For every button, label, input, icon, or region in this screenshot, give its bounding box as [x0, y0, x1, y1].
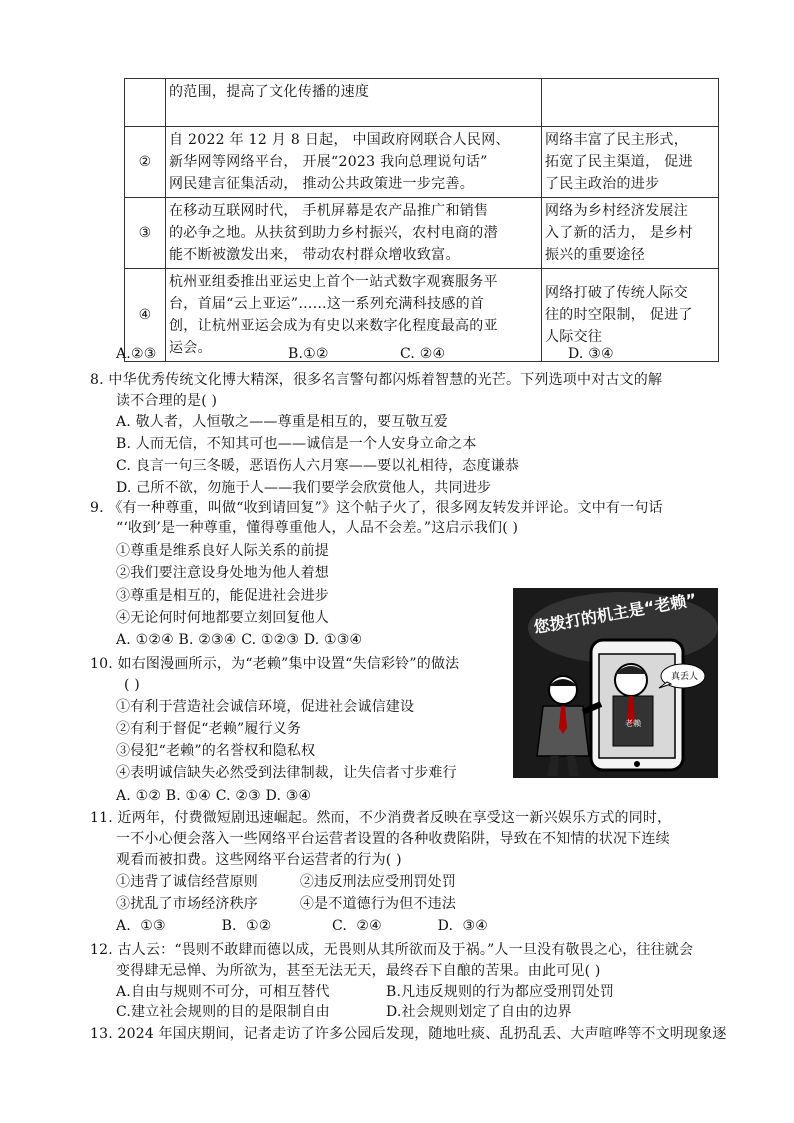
cartoon-bubble-text: 真丢人: [671, 672, 699, 682]
question-8-stem: 读不合理的是( ): [116, 393, 218, 409]
question-12-stem: 12. 古人云：“畏则不敢肆而德以成，无畏则从其所欲而及于祸。”人一旦没有敬畏之心，往往就会: [90, 942, 694, 958]
question-12-stem: 变得肆无忌惮、为所欲为，甚至无法无天，最终吞下自酿的苦果。由此可见( ): [116, 963, 601, 979]
question-9-options: A. ①②④ B. ②③④ C. ①②③ D. ①③④: [116, 632, 363, 648]
desc-line: 网民建言征集活动， 推动公共政策进一步完善。: [169, 176, 475, 192]
option-a: A.②③: [116, 346, 157, 362]
result-line: 入了新的活力， 是乡村: [545, 225, 693, 241]
result-line: 网络丰富了民主形式，: [545, 132, 688, 148]
option-c: C.建立社会规则的目的是限制自由: [116, 1004, 330, 1020]
question-10-stem: ( ): [124, 677, 140, 693]
question-11-options: A. ①③ B. ①② C. ②④ D. ③④: [116, 918, 489, 934]
question-10-item: ①有利于营造社会诚信环境，促进社会诚信建设: [116, 699, 415, 715]
question-7-table: [124, 78, 719, 362]
question-11-stem: 观看而被扣费。这些网络平台运营者的行为( ): [116, 852, 402, 868]
desc-line: 杭州亚组委推出亚运史上首个一站式数字观赛服务平: [169, 274, 498, 290]
row-description: [166, 198, 542, 269]
row-number: ④: [125, 269, 166, 362]
option-d: D.社会规则划定了自由的边界: [386, 1004, 572, 1020]
option-b: B. 人而无信，不知其可也——诚信是一个人安身立命之本: [116, 436, 477, 452]
desc-line: 新华网等网络平台， 开展“2023 我向总理说句话”: [169, 154, 488, 170]
question-10-stem: 10. 如右图漫画所示，为“老赖”集中设置“失信彩铃”的做法: [90, 656, 460, 672]
desc-line: 台，首届“云上亚运”……这一系列充满科技感的首: [169, 296, 485, 312]
result-line: 网络打破了传统人际交: [545, 285, 688, 301]
desc-line: 自 2022 年 12 月 8 日起， 中国政府网联合人民网、: [169, 132, 510, 148]
option-a: A.自由与规则不可分，可相互替代: [116, 984, 330, 1000]
question-9-item: ①尊重是维系良好人际关系的前提: [116, 543, 329, 559]
row-number: ③: [125, 198, 166, 269]
row-number: [125, 79, 166, 127]
result-line: 了民主政治的进步: [545, 176, 660, 192]
question-9-stem: “‘收到’是一种尊重，懂得尊重他人，人品不会差。”这启示我们( ): [116, 520, 519, 536]
option-d: D. ③④: [568, 346, 614, 362]
desc-line: 能不断被激发出来， 带动农村群众增收致富。: [169, 247, 460, 263]
table-row: [125, 198, 719, 269]
option-b: B.凡违反规则的行为都应受刑罚处罚: [386, 984, 615, 1000]
desc-line: 运会。: [169, 340, 212, 356]
result-line: 振兴的重要途径: [545, 247, 646, 263]
option-c: C. ②④: [400, 346, 446, 362]
table-row: [125, 127, 719, 198]
desc-line: 的必争之地。从扶贫到助力乡村振兴，农村电商的潜: [169, 225, 498, 241]
option-c: C. 良言一句三冬暖，恶语伤人六月寒——要以礼相待，态度谦恭: [116, 458, 520, 474]
question-10-item: ④表明诚信缺失必然受到法律制裁，让失信者寸步难行: [116, 765, 457, 781]
row-number: ②: [125, 127, 166, 198]
question-9-item: ④无论何时何地都要立刻回复他人: [116, 610, 329, 626]
table-row: [125, 79, 719, 127]
question-11-stem: 11. 近两年，付费微短剧迅速崛起。然而，不少消费者反映在享受这一新兴娱乐方式的同时，: [90, 810, 672, 826]
question-13-stem: 13. 2024 年国庆期间，记者走访了许多公园后发现，随地吐痰、乱扔乱丢、大声喧哗等不文明现象逐: [90, 1026, 727, 1042]
question-11-stem: 一不小心便会落入一些网络平台运营者设置的各种收费陷阱，导致在不知情的状况下连续: [116, 831, 670, 847]
question-12-options: [116, 982, 614, 1002]
question-9-item: ②我们要注意设身处地为他人着想: [116, 565, 329, 581]
row-description: [166, 127, 542, 198]
option-b: B.①②: [288, 346, 329, 362]
question-11-item: ①违背了诚信经营原则 ②违反刑法应受刑罚处罚: [116, 874, 457, 890]
question-12-options: [116, 1002, 572, 1022]
option-a: A. 敬人者，人恒敬之——尊重是相互的，要互敬互爱: [116, 414, 449, 430]
cartoon-title: 您拨打的机主是“老赖”: [532, 589, 699, 638]
result-line: 人际交往: [545, 329, 603, 345]
desc-line: 在移动互联网时代， 手机屏幕是农产品推广和销售: [169, 203, 489, 219]
row-result: [542, 79, 719, 127]
question-10-options: A. ①② B. ①④ C. ②③ D. ③④: [116, 788, 312, 804]
question-11-item: ③扰乱了市场经济秩序 ④是不道德行为但不违法: [116, 896, 457, 912]
question-10-item: ②有利于督促“老赖”履行义务: [116, 721, 302, 737]
row-description: 的范围，提高了文化传播的速度: [166, 79, 542, 127]
result-line: 往的时空限制， 促进了: [545, 307, 693, 323]
result-line: 拓宽了民主渠道， 促进: [545, 154, 693, 170]
cartoon-label: 老赖: [625, 719, 641, 728]
result-line: 网络为乡村经济发展注: [545, 203, 688, 219]
question-8-stem: 8. 中华优秀传统文化博大精深，很多名言警句都闪烁着智慧的光芒。下列选项中对古文的解: [90, 372, 663, 388]
question-9-stem: 9. 《有一种尊重，叫做“收到请回复”》这个帖子火了，很多网友转发并评论。文中有一句话: [90, 500, 663, 516]
row-result: [542, 198, 719, 269]
question-7-options: [116, 344, 614, 364]
row-result: [542, 127, 719, 198]
question-9-item: ③尊重是相互的，能促进社会进步: [116, 588, 329, 604]
option-d: D. 己所不欲，勿施于人——我们要学会欣赏他人，共同进步: [116, 480, 492, 496]
question-10-item: ③侵犯“老赖”的名誉权和隐私权: [116, 743, 316, 759]
desc-line: 创，让杭州亚运会成为有史以来数字化程度最高的亚: [169, 318, 498, 334]
